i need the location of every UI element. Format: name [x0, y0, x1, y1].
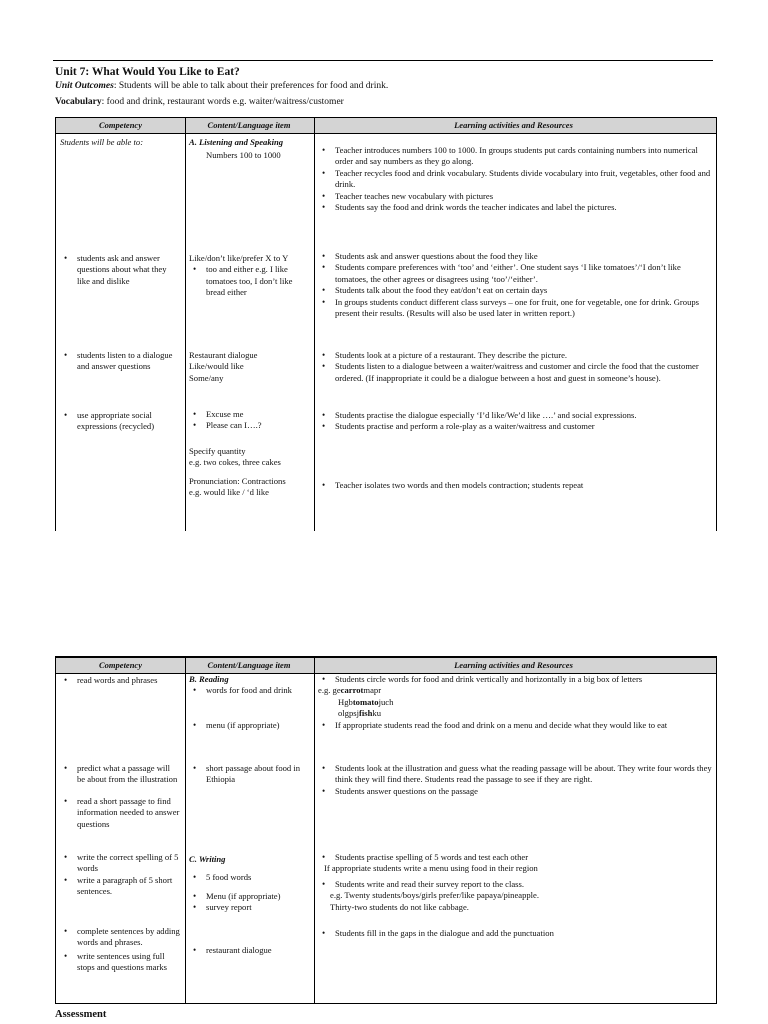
list-item: • Students circle words for food and drink vertically and horizontally in a big box of letters [318, 674, 712, 685]
text: Hgb [338, 696, 353, 707]
text: fish [359, 708, 373, 719]
list-item: • write the correct spelling of 5 words [60, 852, 180, 875]
list-item: • Teacher recycles food and drink vocabulary. Students divide vocabulary into fruit, vegetables, other food and drink. [318, 168, 712, 191]
activity-line: e.g. Twenty students/boys/girls prefer/like papaya/pineapple. [330, 890, 540, 901]
table-header [56, 117, 716, 134]
column-divider [185, 656, 186, 1003]
list-item: • read words and phrases [60, 675, 180, 686]
header-content: Content/Language item [207, 660, 291, 670]
activities-6 [318, 480, 712, 491]
list-item: • Please can I….? [189, 420, 310, 431]
content-line: Like/would like [189, 361, 244, 372]
list-item: • write a paragraph of 5 short sentences. [60, 875, 180, 898]
list-item: • survey report [189, 902, 310, 913]
activities-4 [318, 928, 712, 939]
outcomes-text: : Students will be able to talk about their preferences for food and drink. [113, 81, 389, 91]
activity-line: If appropriate students write a menu using food in their region [324, 863, 538, 874]
list-item: • Students talk about the food they eat/don’t eat on certain days [318, 285, 712, 296]
list-item: • Students practise and perform a role-play as a waiter/waitress and customer [318, 421, 712, 432]
list-item: • Students compare preferences with ‘too’ and ‘either’. One student says ‘I like tomatoes’/‘I don’t like tomatoes, the other agrees or disagrees using ‘too’/‘either’. [318, 262, 712, 285]
numbers-item: Numbers 100 to 1000 [206, 150, 281, 161]
list-item: • 5 food words [189, 872, 310, 883]
column-divider [314, 117, 315, 531]
text: mapr [363, 685, 382, 696]
competency-1 [60, 675, 180, 686]
list-item: • complete sentences by adding words and phrases. [60, 926, 180, 949]
competency-4 [60, 410, 180, 433]
content-line: Pronunciation: Contractions [189, 476, 286, 486]
list-item: • students ask and answer questions about what they like and dislike [60, 253, 180, 287]
list-item: • Students look at the illustration and guess what the reading passage will be about. They write four words they think they will find there. Students read the passage to see if they are right. [318, 763, 712, 786]
content-line: Restaurant dialogue [189, 350, 258, 360]
content-5 [189, 446, 310, 469]
content-6 [189, 476, 310, 499]
list-item: • Excuse me [189, 409, 310, 420]
competency-2 [60, 763, 180, 830]
word-search-line-2 [318, 697, 712, 708]
section-heading-writing: C. Writing [189, 854, 226, 864]
lesson-table-1 [55, 117, 717, 531]
competency-2 [60, 253, 180, 287]
competency-3 [60, 350, 180, 373]
content-line: e.g. two cokes, three cakes [189, 457, 281, 468]
text: carrot [340, 685, 364, 696]
header-activities: Learning activities and Resources [454, 120, 573, 130]
list-item: • If appropriate students read the food and drink on a menu and decide what they would like to eat [318, 720, 712, 731]
list-item: • read a short passage to find information needed to answer questions [60, 796, 180, 830]
list-item: • Students practise the dialogue especially ‘I’d like/We’d like ….’ and social expressions. [318, 410, 712, 421]
list-item: • use appropriate social expressions (recycled) [60, 410, 180, 433]
list-item: • Students practise spelling of 5 words and test each other [318, 852, 712, 863]
top-rule [53, 60, 713, 61]
activity-line: Thirty-two students do not like cabbage. [330, 901, 469, 912]
reading-block [189, 674, 310, 731]
listening-block [189, 137, 310, 162]
list-item: • predict what a passage will be about from the illustration [60, 763, 180, 786]
vocabulary-text: : food and drink, restaurant words e.g. waiter/waitress/customer [101, 97, 344, 107]
outcomes-label: Unit Outcomes [55, 81, 114, 91]
vocabulary-label: Vocabulary [55, 97, 102, 107]
students-able-to: Students will be able to: [60, 137, 144, 147]
unit-title: Unit 7: What Would You Like to Eat? [55, 66, 240, 78]
text: e.g. ge [318, 685, 341, 696]
header-competency: Competency [99, 120, 142, 130]
content-2 [189, 253, 310, 299]
activities-1 [318, 674, 712, 731]
list-item: • Students look at a picture of a restaurant. They describe the picture. [318, 350, 712, 361]
header-competency: Competency [99, 660, 142, 670]
list-item: • Students write and read their survey report to the class. [318, 879, 712, 890]
activities-2 [318, 251, 712, 319]
activities-2 [318, 763, 712, 797]
content-line: Specify quantity [189, 446, 246, 456]
section-heading-listening: A. Listening and Speaking [189, 137, 284, 147]
list-item: • In groups students conduct different class surveys – one for fruit, one for vegetable, one for drink. Groups present their results. (Results will also be used later in written report.) [318, 297, 712, 320]
section-heading-reading: B. Reading [189, 674, 229, 684]
list-item: • Teacher isolates two words and then models contraction; students repeat [318, 480, 712, 491]
activities-1 [318, 145, 712, 213]
content-4 [189, 945, 310, 956]
list-item: • Students ask and answer questions about the food they like [318, 251, 712, 262]
activities-3 [318, 852, 712, 913]
competency-4 [60, 926, 180, 974]
list-item: • short passage about food in Ethiopia [189, 763, 310, 786]
header-activities: Learning activities and Resources [454, 660, 573, 670]
vocabulary [55, 97, 344, 107]
unit-outcomes [55, 81, 388, 91]
competency-3 [60, 852, 180, 898]
lesson-table-2 [55, 656, 717, 1004]
list-item: • restaurant dialogue [189, 945, 310, 956]
list-item: • menu (if appropriate) [189, 720, 310, 731]
writing-block [189, 854, 310, 914]
header-content: Content/Language item [207, 120, 291, 130]
list-item: • Teacher teaches new vocabulary with pictures [318, 191, 712, 202]
content-line: Like/don’t like/prefer X to Y [189, 253, 289, 263]
content-2 [189, 763, 310, 786]
word-search-line-1 [318, 685, 712, 696]
content-line: e.g. would like / ‘d like [189, 487, 269, 498]
text: ku [372, 708, 381, 719]
list-item: • too and either e.g. I like tomatoes too, I don’t like bread either [189, 264, 310, 298]
list-item: • students listen to a dialogue and answer questions [60, 350, 180, 373]
column-divider [314, 656, 315, 1003]
content-3 [189, 350, 310, 384]
list-item: • Students listen to a dialogue between a waiter/waitress and customer and circle the food that the customer ordered. (If inappropriate it could be a dialogue between a host and guest in someone’s house). [318, 361, 712, 384]
text: olgpsj [338, 708, 360, 719]
activities-3 [318, 350, 712, 384]
list-item: • Students say the food and drink words the teacher indicates and label the pictures. [318, 202, 712, 213]
content-line: Some/any [189, 372, 224, 383]
assessment-heading: Assessment [55, 1009, 107, 1020]
content-4 [189, 409, 310, 432]
text: juch [378, 696, 394, 707]
word-search-line-3 [318, 708, 712, 719]
list-item: • Students fill in the gaps in the dialogue and add the punctuation [318, 928, 712, 939]
list-item: • Students answer questions on the passage [318, 786, 712, 797]
list-item: • Menu (if appropriate) [189, 891, 310, 902]
text: tomato [352, 696, 379, 707]
table-header [56, 656, 716, 674]
list-item: • Teacher introduces numbers 100 to 1000. In groups students put cards containing numbers into numerical order and say numbers as they go along. [318, 145, 712, 168]
list-item: • write sentences using full stops and questions marks [60, 951, 180, 974]
column-divider [185, 117, 186, 531]
activities-4 [318, 410, 712, 433]
list-item: • words for food and drink [189, 685, 310, 696]
